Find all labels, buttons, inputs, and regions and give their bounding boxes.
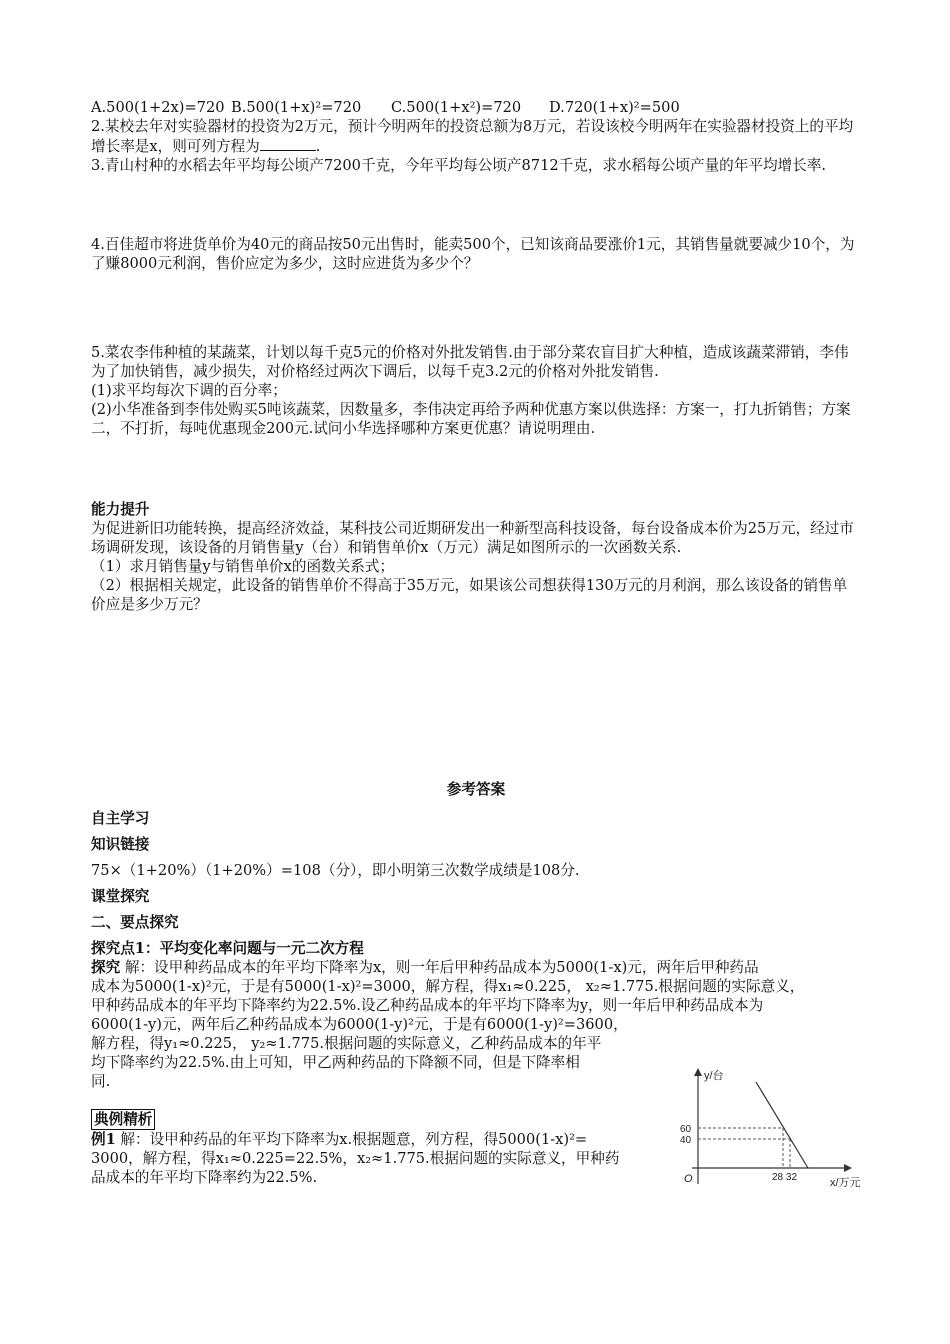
y-tick-60: 60	[680, 1124, 692, 1135]
question-2	[91, 117, 861, 156]
section-self-study: 自主学习	[91, 810, 150, 827]
x-axis-label: x/万元	[830, 1177, 861, 1189]
option-a: A.500(1+2x)=720	[91, 99, 225, 116]
option-d: D.720(1+x)²=500	[549, 99, 680, 116]
answers-title: 参考答案	[446, 781, 506, 798]
example-heading: 典例精析	[91, 1109, 155, 1130]
question-5-intro: 5.菜农李伟种植的某蔬菜，计划以每千克5元的价格对外批发销售.由于部分菜农盲目扩大种植，造成该蔬菜滞销，李伟为了加快销售，减少损失，对价格经过两次下调后，以每千克3.2元的价格对外批发销售.	[91, 344, 849, 380]
option-b: B.500(1+x)²=720	[231, 99, 362, 116]
section-key-points: 二、要点探究	[91, 914, 179, 931]
y-axis-label: y/台	[704, 1070, 724, 1082]
question-5-part-2: (2)小华准备到李伟处购买5吨该蔬菜，因数量多，李伟决定再给予两种优惠方案以供选择：方案一，打九折销售；方案二，不打折，每吨优惠现金200元.试问小华选择哪种方案更优惠？请说明理由.	[91, 401, 851, 437]
question-3: 3.青山村种的水稻去年平均每公顷产7200千克，今年平均每公顷产8712千克，求水稻每公顷产量的年平均增长率.	[91, 157, 826, 174]
example-1-label: 例1	[91, 1131, 116, 1148]
answer-blank	[260, 136, 316, 151]
example-1-line-2: 3000，解方程，得x₁≈0.225=22.5%，x₂≈1.775.根据问题的实际意义，甲种药	[91, 1150, 620, 1167]
question-5-part-1: (1)求平均每次下调的百分率；	[91, 382, 287, 399]
x-axis-arrow	[844, 1164, 852, 1172]
section-class-explore: 课堂探究	[91, 888, 150, 905]
explore-point-1-heading: 探究点1：平均变化率问题与一元二次方程	[91, 940, 364, 957]
origin-label: O	[684, 1173, 693, 1185]
explore-line-6: 均下降率约为22.5%.由上可知，甲乙两种药品的下降额不同，但是下降率相	[91, 1054, 580, 1071]
ability-intro: 为促进新旧功能转换，提高经济效益，某科技公司近期研发出一种新型高科技设备，每台设备成本价为25万元，经过市场调研发现，该设备的月销售量y（台）和销售单价x（万元）满足如图所示的一次函数关系.	[91, 520, 854, 556]
q1-options	[91, 98, 861, 117]
x-ticks: 28 32	[772, 1172, 798, 1183]
explore-line-7: 同.	[91, 1073, 111, 1090]
question-4: 4.百佳超市将进货单价为40元的商品按50元出售时，能卖500个，已知该商品要涨价1元，其销售量就要减少10个，为了赚8000元利润，售价应定为多少，这时应进货为多少个？	[91, 236, 855, 272]
function-line	[756, 1082, 808, 1168]
explore-line-2: 成本为5000(1-x)²元，于是有5000(1-x)²=3000，解方程，得x₁≈0.225， x₂≈1.775.根据问题的实际意义，	[91, 978, 805, 995]
explore-line-3: 甲种药品成本的年平均下降率约为22.5%.设乙种药品成本的年平均下降率为y，则一年后甲种药品成本为	[91, 997, 764, 1014]
example-1-line-3: 品成本的年平均下降率约为22.5%.	[91, 1169, 318, 1186]
example-1-line-1: 例1 解：设甲种药品的年平均下降率为x.根据题意，列方程，得5000(1-x)²=	[91, 1131, 588, 1148]
explore-line-4: 6000(1-y)元，两年后乙种药品成本为6000(1-y)²元，于是有6000(1-y)²=3600，	[91, 1016, 628, 1033]
linear-function-graph	[672, 1066, 872, 1196]
q2-text: 2.某校去年对实验器材的投资为2万元，预计今明两年的投资总额为8万元，若设该校今明两年在实验器材投资上的平均增长率是x，则可列方程为	[91, 118, 854, 155]
explore-line-5: 解方程，得y₁≈0.225， y₂≈1.775.根据问题的实际意义，乙种药品成本的年平	[91, 1035, 602, 1052]
section-knowledge-link: 知识链接	[91, 836, 150, 853]
ability-part-1: （1）求月销售量y与销售单价x的函数关系式；	[91, 558, 395, 575]
knowledge-link-answer: 75×（1+20%）（1+20%）=108（分），即小明第三次数学成绩是108分.	[91, 862, 580, 879]
document-page	[91, 98, 861, 1187]
ability-part-2: （2）根据相关规定，此设备的销售单价不得高于35万元，如果该公司想获得130万元的月利润，那么该设备的销售单价应是多少万元？	[91, 577, 848, 613]
explore-label: 探究	[91, 959, 121, 976]
y-tick-40: 40	[680, 1135, 692, 1146]
y-axis-arrow	[694, 1068, 702, 1076]
ability-heading: 能力提升	[91, 501, 150, 518]
option-c: C.500(1+x²)=720	[391, 99, 522, 116]
explore-line-1: 探究 解：设甲种药品成本的年平均下降率为x，则一年后甲种药品成本为5000(1-x)元，两年后甲种药品	[91, 959, 759, 976]
q2-end: .	[315, 138, 321, 155]
